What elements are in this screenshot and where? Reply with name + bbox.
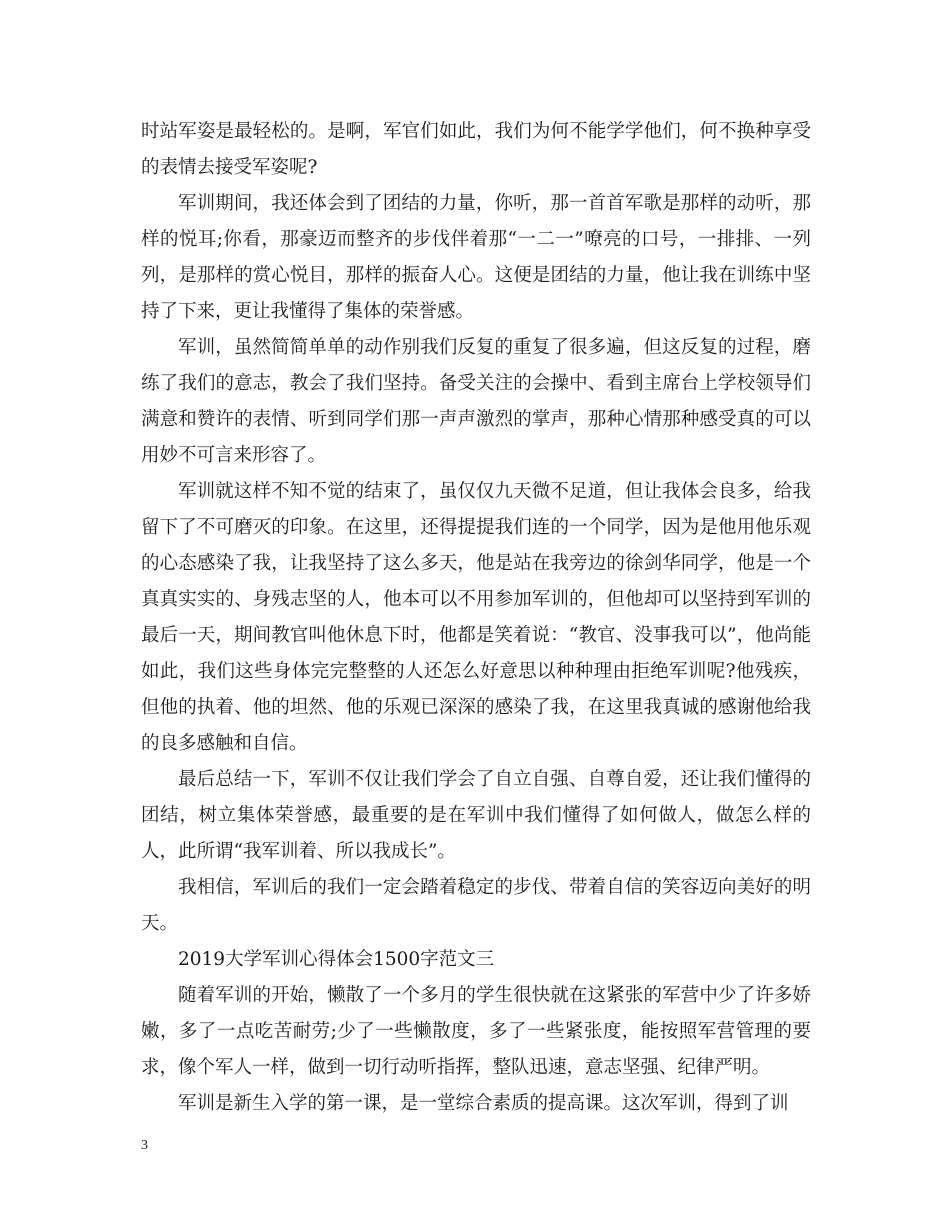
- paragraph-unity: 军训期间，我还体会到了团结的力量，你听，那一首首军歌是那样的动听，那样的悦耳;你看，那豪迈而整齐的步伐伴着那“一二一”嘹亮的口号，一排排、一列列，是那样的赏心悦目，那样的振奋人心。这便是团结的力量，他让我在训练中坚持了下来，更让我懂得了集体的荣誉感。: [141, 193, 811, 322]
- paragraph-first-lesson: 军训是新生入学的第一课，是一堂综合素质的提高课。这次军训，得到了训: [178, 1093, 789, 1114]
- document-body: [141, 114, 811, 1122]
- paragraph-classmate: 军训就这样不知不觉的结束了，虽仅仅九天微不足道，但让我体会良多，给我留下了不可磨灭的印象。在这里，还得提提我们连的一个同学，因为是他用他乐观的心态感染了我，让我坚持了这么多天，他是站在我旁边的徐剑华同学，他是一个真真实实的、身残志坚的人，他本可以不用参加军训的，但他却可以坚持到军训的最后一天，期间教官叫他休息下时，他都是笑着说：“教官、没事我可以”，他尚能如此，我们这些身体完完整整的人还怎么好意思以种种理由拒绝军训呢?他残疾，但他的执着、他的坦然、他的乐观已深深的感染了我，在这里我真诚的感谢他给我的良多感触和自信。: [141, 481, 811, 754]
- paragraph-belief: 我相信，军训后的我们一定会踏着稳定的步伐、带着自信的笑容迈向美好的明天。: [141, 877, 811, 934]
- paragraph-continuation: 时站军姿是最轻松的。是啊，军官们如此，我们为何不能学学他们，何不换种享受的表情去接受军姿呢?: [141, 121, 811, 178]
- paragraph-summary: 最后总结一下，军训不仅让我们学会了自立自强、自尊自爱，还让我们懂得的团结，树立集体荣誉感，最重要的是在军训中我们懂得了如何做人，做怎么样的人，此所谓“我军训着、所以我成长”。: [141, 769, 811, 862]
- paragraph-perseverance: 军训，虽然简简单单的动作别我们反复的重复了很多遍，但这反复的过程，磨练了我们的意志，教会了我们坚持。备受关注的会操中、看到主席台上学校领导们满意和赞许的表情、听到同学们那一声声激烈的掌声，那种心情那种感受真的可以用妙不可言来形容了。: [141, 337, 811, 466]
- page-number: 3: [141, 1138, 148, 1153]
- paragraph-beginning: 随着军训的开始，懒散了一个多月的学生很快就在这紧张的军营中少了许多娇嫩，多了一点吃苦耐劳;少了一些懒散度，多了一些紧张度，能按照军营管理的要求，像个军人一样，做到一切行动听指挥，整队迅速，意志坚强、纪律严明。: [141, 985, 811, 1078]
- section-heading: 2019大学军训心得体会1500字范文三: [178, 949, 495, 970]
